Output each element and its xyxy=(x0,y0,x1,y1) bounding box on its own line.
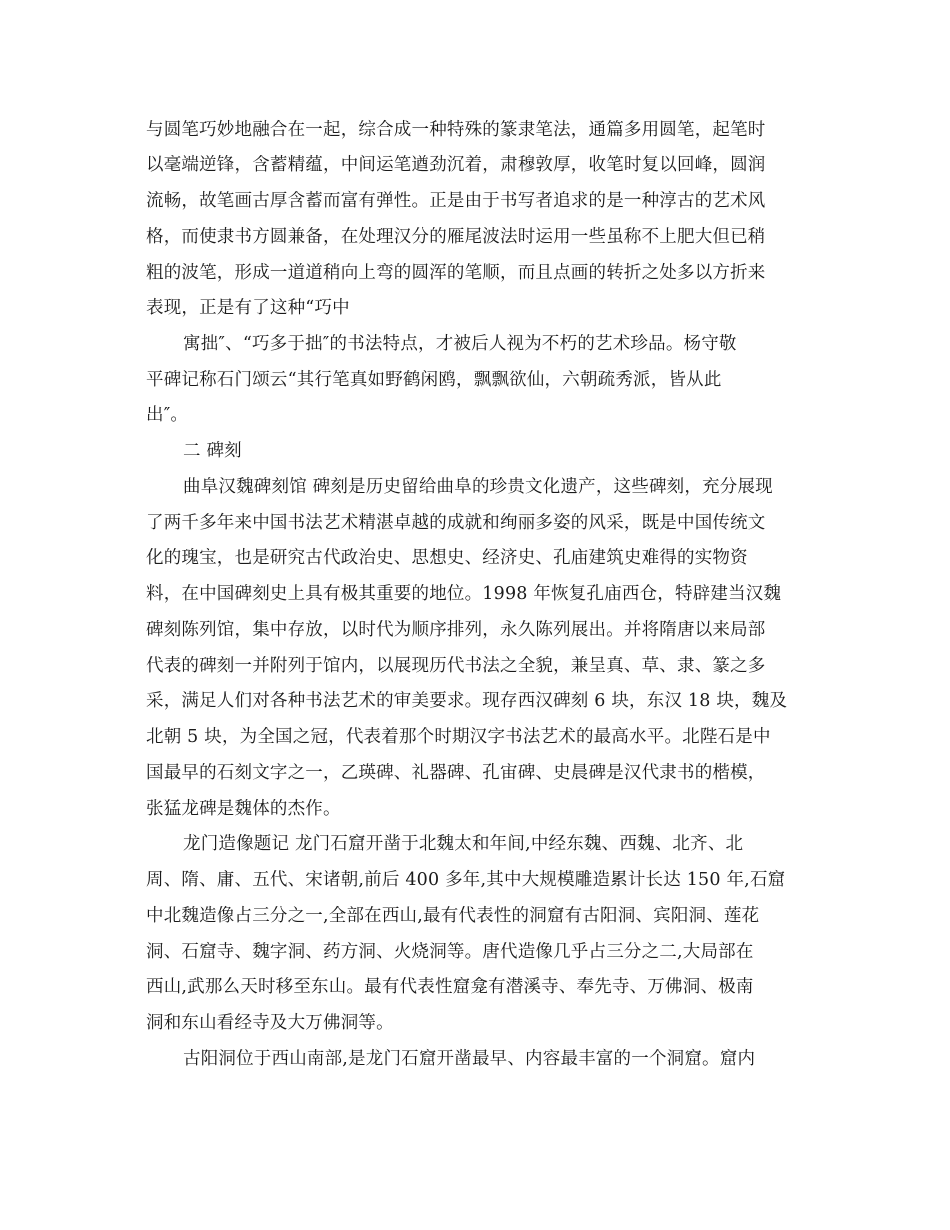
text-line: 与圆笔巧妙地融合在一起，综合成一种特殊的篆隶笔法，通篇多用圆笔，起笔时 xyxy=(146,120,766,140)
text-line: 西山,武那么天时移至东山。最有代表性窟龛有潜溪寺、奉先寺、万佛洞、极南 xyxy=(146,977,754,997)
text-line: 寓拙″、“巧多于拙″的书法特点，才被后人视为不朽的艺术珍品。杨守敬 xyxy=(183,334,737,354)
text-line: 周、隋、庸、五代、宋诸朝,前后 400 多年,其中大规模雕造累计长达 150 年,石窟 xyxy=(146,870,786,890)
text-line: 流畅，故笔画古厚含蓄而富有弹性。正是由于书写者追求的是一种淳古的艺术风 xyxy=(146,191,766,211)
text-line: 洞和东山看经寺及大万佛洞等。 xyxy=(146,1013,394,1033)
text-line: 中北魏造像占三分之一,全部在西山,最有代表性的洞窟有古阳洞、宾阳洞、莲花 xyxy=(146,906,760,926)
section-heading: 二 碑刻 xyxy=(183,441,242,461)
text-line: 代表的碑刻一并附列于馆内，以展现历代书法之全貌，兼呈真、草、隶、篆之多 xyxy=(146,656,766,676)
text-line: 了两千多年来中国书法艺术精湛卓越的成就和绚丽多姿的风采，既是中国传统文 xyxy=(146,513,766,533)
text-line: 古阳洞位于西山南部,是龙门石窟开凿最早、内容最丰富的一个洞窟。窟内 xyxy=(183,1049,756,1069)
text-line: 平碑记称石门颂云“其行笔真如野鹤闲鸥，飘飘欲仙，六朝疏秀派，皆从此 xyxy=(146,370,722,390)
text-line: 国最早的石刻文字之一，乙瑛碑、礼器碑、孔宙碑、史晨碑是汉代隶书的楷模， xyxy=(146,763,766,783)
text-line: 洞、石窟寺、魏字洞、药方洞、火烧洞等。唐代造像几乎占三分之二,大局部在 xyxy=(146,942,754,962)
text-line: 龙门造像题记 龙门石窟开凿于北魏太和年间,中经东魏、西魏、北齐、北 xyxy=(183,834,744,854)
text-line: 曲阜汉魏碑刻馆 碑刻是历史留给曲阜的珍贵文化遗产，这些碑刻，充分展现 xyxy=(183,477,773,497)
text-line: 采，满足人们对各种书法艺术的审美要求。现存西汉碑刻 6 块，东汉 18 块，魏及 xyxy=(146,691,788,711)
text-line: 以毫端逆锋，含蓄精蕴，中间运笔遒劲沉着，肃穆敦厚，收笔时复以回峰，圆润 xyxy=(146,155,766,175)
text-line: 料，在中国碑刻史上具有极其重要的地位。1998 年恢复孔庙西仓，特辟建当汉魏 xyxy=(146,584,782,604)
text-line: 张猛龙碑是魏体的杰作。 xyxy=(146,799,341,819)
text-line: 出″。 xyxy=(146,405,189,425)
text-line: 化的瑰宝，也是研究古代政治史、思想史、经济史、孔庙建筑史难得的实物资 xyxy=(146,548,748,568)
text-line: 粗的波笔，形成一道道稍向上弯的圆浑的笔顺，而且点画的转折之处多以方折来 xyxy=(146,263,766,283)
text-line: 北朝 5 块，为全国之冠，代表着那个时期汉字书法艺术的最高水平。北陛石是中 xyxy=(146,727,771,747)
text-line: 表现，正是有了这种“巧中 xyxy=(146,298,350,318)
text-line: 格，而使隶书方圆兼备，在处理汉分的雁尾波法时运用一些虽称不上肥大但已稍 xyxy=(146,227,766,247)
text-line: 碑刻陈列馆，集中存放，以时代为顺序排列，永久陈列展出。并将隋唐以来局部 xyxy=(146,620,766,640)
